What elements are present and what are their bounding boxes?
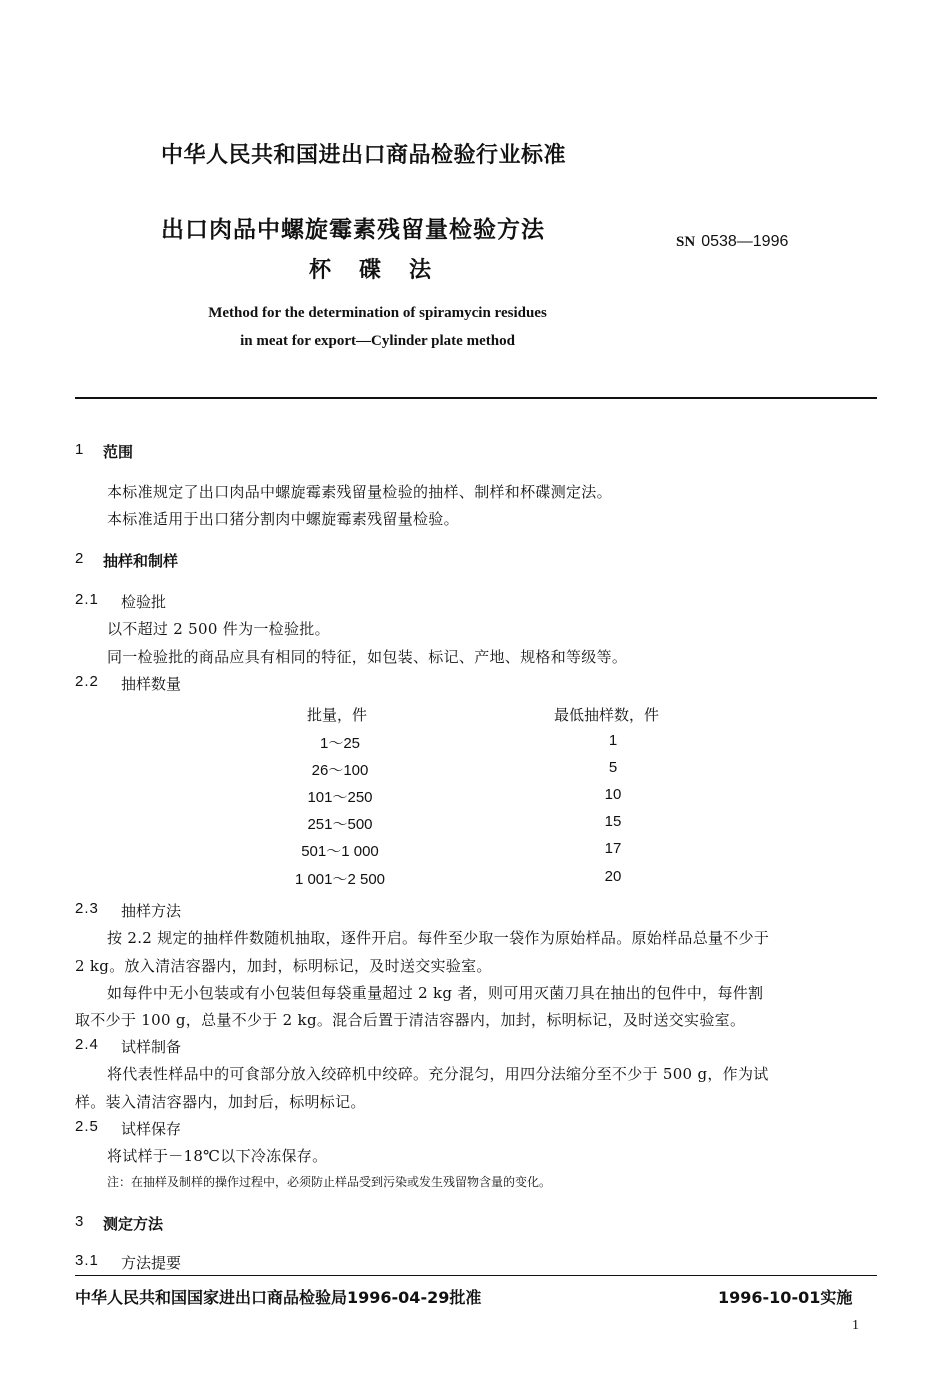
issuer-title: 中华人民共和国进出口商品检验行业标准 [161,143,567,168]
table-cell-samples: 10 [604,786,622,803]
table-cell-samples: 5 [608,759,618,776]
table-cell-lot: 26～100 [311,762,369,779]
subsection-2-1-paragraph-1: 以不超过 2 500 件为一检验批。 [107,620,330,638]
standard-code-prefix: SN [676,234,696,250]
subsection-2-4-paragraph-line-1: 将代表性样品中的可食部分放入绞碎机中绞碎。充分混匀，用四分法缩分至不少于 500 g，作为试 [107,1065,769,1083]
table-cell-lot: 101～250 [307,789,373,806]
table-cell-lot: 251～500 [307,816,373,833]
footer-divider [75,1275,877,1276]
subsection-2-3-paragraph-2-line-1: 如每件中无小包装或有小包装但每袋重量超过 2 kg 者，则可用灭菌刀具在抽出的包件中，每件割 [107,984,764,1002]
subsection-2-2-title: 抽样数量 [121,675,182,693]
page-number: 1 [852,1318,859,1333]
section-2-number: 2 [75,550,84,567]
section-3-title: 测定方法 [103,1215,164,1233]
subsection-2-1-title: 检验批 [121,593,167,611]
table-header-lot-size: 批量，件 [307,706,368,724]
table-cell-lot: 1 001～2 500 [294,871,386,888]
subsection-3-1-title: 方法提要 [121,1254,182,1272]
english-title-line-1: Method for the determination of spiramycin residues [208,305,547,321]
subsection-2-3-paragraph-2-line-2: 取不少于 100 g，总量不少于 2 kg。混合后置于清洁容器内，加封，标明标记，及时送交实验室。 [75,1011,746,1029]
subsection-2-3-title: 抽样方法 [121,902,182,920]
subsection-2-4-title: 试样制备 [121,1038,182,1056]
standard-code-number: 0538—1996 [701,233,789,250]
table-cell-samples: 1 [608,732,618,749]
subsection-3-1-number: 3.1 [75,1252,99,1269]
english-title-line-2: in meat for export—Cylinder plate method [240,333,515,349]
table-cell-samples: 20 [604,868,622,885]
subsection-2-4-number: 2.4 [75,1036,99,1053]
table-cell-lot: 1～25 [319,735,361,752]
header-divider [75,397,877,399]
subsection-2-3-number: 2.3 [75,900,99,917]
subsection-2-3-paragraph-1-line-1: 按 2.2 规定的抽样件数随机抽取，逐件开启。每件至少取一袋作为原始样品。原始样品总量不少于 [107,929,770,947]
implementation-date: 1996-10-01实施 [718,1288,853,1307]
table-cell-lot: 501～1 000 [301,843,379,860]
subsection-2-3-paragraph-1-line-2: 2 kg。放入清洁容器内，加封，标明标记，及时送交实验室。 [75,957,492,975]
table-header-min-samples: 最低抽样数，件 [554,706,660,724]
document-subtitle: 杯碟法 [309,258,460,283]
subsection-2-5-paragraph: 将试样于－18℃以下冷冻保存。 [107,1147,328,1165]
subsection-2-4-paragraph-line-2: 样。装入清洁容器内，加封后，标明标记。 [75,1093,366,1111]
section-3-number: 3 [75,1213,84,1230]
table-cell-samples: 15 [604,813,622,830]
table-cell-samples: 17 [604,840,622,857]
subsection-2-5-title: 试样保存 [121,1120,182,1138]
note-text: 注：在抽样及制样的操作过程中，必须防止样品受到污染或发生残留物含量的变化。 [107,1175,552,1189]
standard-code [676,233,788,251]
subsection-2-1-number: 2.1 [75,591,99,608]
document-title: 出口肉品中螺旋霉素残留量检验方法 [161,217,545,243]
subsection-2-5-number: 2.5 [75,1118,99,1135]
subsection-2-2-number: 2.2 [75,673,99,690]
section-1-title: 范围 [103,443,134,461]
section-1-number: 1 [75,441,84,458]
approval-line: 中华人民共和国国家进出口商品检验局1996-04-29批准 [75,1288,482,1307]
subsection-2-1-paragraph-2: 同一检验批的商品应具有相同的特征，如包装、标记、产地、规格和等级等。 [107,648,628,666]
section-1-paragraph-1: 本标准规定了出口肉品中螺旋霉素残留量检验的抽样、制样和杯碟测定法。 [107,483,612,501]
section-2-title: 抽样和制样 [103,552,179,570]
section-1-paragraph-2: 本标准适用于出口猪分割肉中螺旋霉素残留量检验。 [107,510,459,528]
